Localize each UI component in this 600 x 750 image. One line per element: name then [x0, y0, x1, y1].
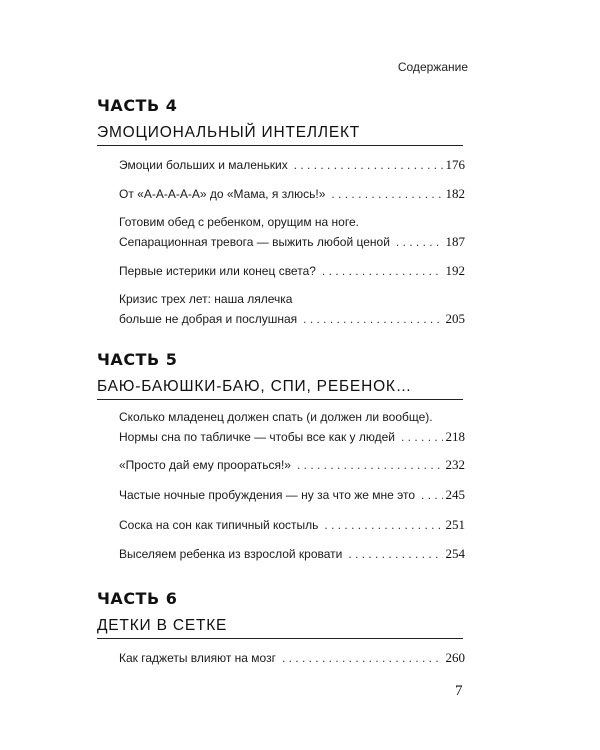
- page-number: 192: [445, 263, 465, 278]
- toc-entry[interactable]: [119, 155, 465, 175]
- part-label: ЧАСТЬ 4: [97, 96, 178, 115]
- entry-title: Выселяем ребенка из взрослой кровати: [119, 547, 343, 561]
- page-number: 182: [445, 186, 465, 201]
- entry-title: «Просто дай ему проораться!»: [119, 458, 291, 472]
- leader-dots: [303, 310, 442, 329]
- part-label: ЧАСТЬ 6: [97, 589, 178, 608]
- page-number: 205: [445, 311, 465, 326]
- entry-title: Готовим обед с ребенком, орущим на ноге.: [119, 215, 359, 229]
- entry-title: Соска на сон как типичный костыль: [119, 518, 319, 532]
- entry-title: Первые истерики или конец света?: [119, 264, 316, 278]
- entry-title: Кризис трех лет: наша лялечка: [119, 292, 293, 306]
- part-label: ЧАСТЬ 5: [97, 350, 178, 369]
- running-head: Содержание: [397, 60, 468, 74]
- entry-title: Сколько младенец должен спать (и должен ли вообще).: [119, 410, 433, 424]
- leader-dots: [331, 185, 442, 204]
- entry-title: Эмоции больших и маленьких: [119, 158, 288, 172]
- leader-dots: [297, 456, 443, 475]
- toc-entry[interactable]: [119, 184, 465, 204]
- leader-dots: [348, 545, 442, 564]
- toc-entry[interactable]: [119, 515, 465, 535]
- entry-title: Сепарационная тревога — выжить любой ценой: [119, 235, 390, 249]
- page-number: 254: [445, 546, 465, 561]
- leader-dots: [421, 486, 442, 505]
- toc-entry[interactable]: [119, 213, 465, 252]
- toc-entry[interactable]: [119, 485, 465, 505]
- toc-entry[interactable]: [119, 261, 465, 281]
- page-number: 245: [445, 487, 465, 502]
- part-title: ЭМОЦИОНАЛЬНЫЙ ИНТЕЛЛЕКТ: [97, 124, 361, 141]
- part-rule: [97, 638, 463, 639]
- leader-dots: [322, 262, 443, 281]
- toc-entry[interactable]: [119, 455, 465, 475]
- toc-entry[interactable]: [119, 408, 465, 447]
- part-rule: [97, 399, 463, 400]
- entry-title: Как гаджеты влияют на мозг: [119, 651, 276, 665]
- leader-dots: [294, 156, 443, 175]
- part-rule: [97, 145, 463, 146]
- page-number: 251: [445, 517, 465, 532]
- toc-entry[interactable]: [119, 544, 465, 564]
- leader-dots: [401, 428, 442, 447]
- page-number: 232: [445, 457, 465, 472]
- page-folio: 7: [455, 683, 463, 699]
- page-number: 218: [445, 429, 465, 444]
- entry-title: Нормы сна по табличке — чтобы все как у людей: [119, 430, 396, 444]
- leader-dots: [324, 516, 442, 535]
- leader-dots: [282, 649, 443, 668]
- page-number: 260: [445, 650, 465, 665]
- part-title: БАЮ-БАЮШКИ-БАЮ, СПИ, РЕБЕНОК…: [97, 378, 413, 395]
- toc-entry[interactable]: [119, 290, 465, 329]
- page-number: 187: [445, 234, 465, 249]
- part-title: ДЕТКИ В СЕТКЕ: [97, 617, 228, 634]
- toc-entry[interactable]: [119, 648, 465, 668]
- entry-title: Частые ночные пробуждения — ну за что же мне это: [119, 488, 416, 502]
- entry-title: больше не добрая и послушная: [119, 312, 298, 326]
- entry-title: От «А-А-А-А-А» до «Мама, я злюсь!»: [119, 187, 326, 201]
- page-number: 176: [445, 157, 465, 172]
- leader-dots: [396, 233, 443, 252]
